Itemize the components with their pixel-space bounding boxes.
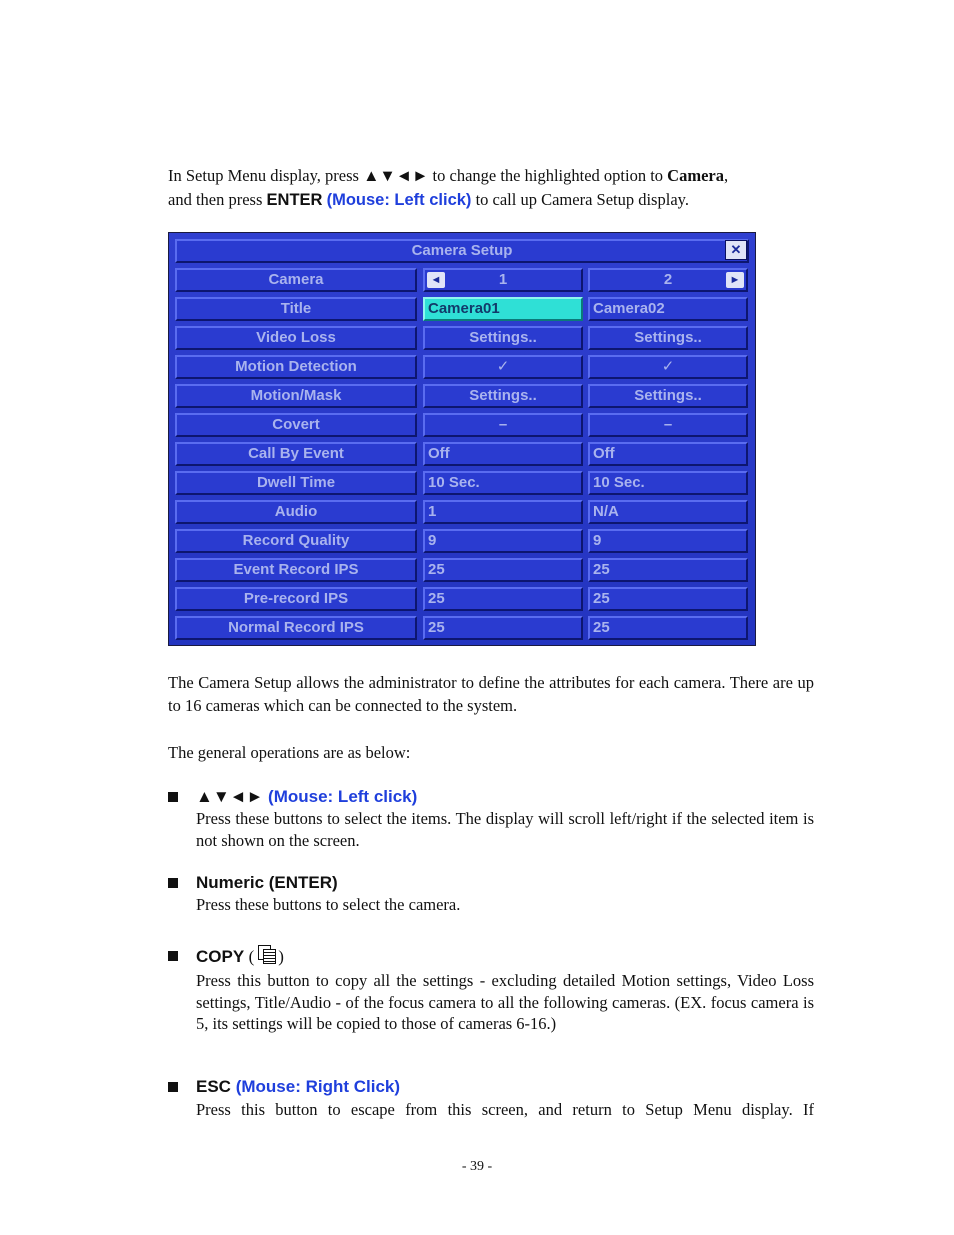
copy-item-body: Press this button to copy all the settings - excluding detailed Motion settings, Video Loss settings, Title/Audio - of the focus camera to all the following cameras. (EX. focus camera is 5, its settings will be copied to those of cameras 6-16.) bbox=[196, 971, 814, 1033]
row-value-text: 2 bbox=[663, 271, 673, 288]
row-value-covert-camera-1[interactable] bbox=[423, 413, 583, 437]
row-value-text: 10 Sec. bbox=[593, 474, 645, 491]
row-value-dwell-time-camera-2[interactable] bbox=[588, 471, 748, 495]
esc-label: ESC bbox=[196, 1077, 231, 1096]
close-icon[interactable]: ✕ bbox=[725, 240, 747, 260]
row-label-event-record-ips: Event Record IPS bbox=[175, 558, 417, 582]
row-value-text: 25 bbox=[428, 619, 445, 636]
row-value-call-by-event-camera-1[interactable] bbox=[423, 442, 583, 466]
row-label-covert: Covert bbox=[175, 413, 417, 437]
row-label-call-by-event: Call By Event bbox=[175, 442, 417, 466]
row-value-normal-record-ips-camera-2[interactable] bbox=[588, 616, 748, 640]
left-arrow-icon[interactable]: ◄ bbox=[427, 272, 445, 288]
mouse-left-click: (Mouse: Left click) bbox=[326, 191, 472, 209]
row-value-audio-camera-1[interactable] bbox=[423, 500, 583, 524]
row-value-video-loss-camera-2[interactable] bbox=[588, 326, 748, 350]
intro-text-1: In Setup Menu display, press bbox=[168, 166, 364, 185]
intro-text-2: to change the highlighted option to bbox=[428, 166, 668, 185]
row-value-text: – bbox=[663, 416, 673, 433]
row-value-camera-camera-1[interactable] bbox=[423, 268, 583, 292]
row-value-camera-camera-2[interactable] bbox=[588, 268, 748, 292]
row-label-camera: Camera bbox=[175, 268, 417, 292]
row-value-text: Settings.. bbox=[469, 387, 537, 404]
row-value-text: 10 Sec. bbox=[428, 474, 480, 491]
esc-item-body: Press this button to escape from this screen, and return to Setup Menu display. If bbox=[196, 1100, 814, 1119]
row-value-call-by-event-camera-2[interactable] bbox=[588, 442, 748, 466]
row-value-text: 25 bbox=[593, 561, 610, 578]
row-value-pre-record-ips-camera-2[interactable] bbox=[588, 587, 748, 611]
row-value-text: Off bbox=[428, 445, 450, 462]
row-value-text: Camera02 bbox=[593, 300, 665, 317]
intro-line-1 bbox=[168, 164, 818, 187]
copy-paren-close: ) bbox=[278, 947, 284, 966]
row-label-motion-detection: Motion Detection bbox=[175, 355, 417, 379]
row-label-pre-record-ips: Pre-record IPS bbox=[175, 587, 417, 611]
camera-setup-title-bar bbox=[175, 239, 749, 263]
row-value-event-record-ips-camera-1[interactable] bbox=[423, 558, 583, 582]
row-value-text: Off bbox=[593, 445, 615, 462]
numeric-item-head: Numeric (ENTER) bbox=[196, 873, 338, 892]
row-label-motion-mask: Motion/Mask bbox=[175, 384, 417, 408]
row-value-text: 25 bbox=[428, 590, 445, 607]
bullet-square bbox=[168, 951, 178, 961]
row-value-motion-detection-camera-2[interactable] bbox=[588, 355, 748, 379]
copy-icon bbox=[256, 944, 276, 964]
row-label-dwell-time: Dwell Time bbox=[175, 471, 417, 495]
row-label-title: Title bbox=[175, 297, 417, 321]
row-value-title-camera-2[interactable] bbox=[588, 297, 748, 321]
row-label-record-quality: Record Quality bbox=[175, 529, 417, 553]
row-value-covert-camera-2[interactable] bbox=[588, 413, 748, 437]
row-label-audio: Audio bbox=[175, 500, 417, 524]
bullet-square bbox=[168, 792, 178, 802]
camera-bold: Camera bbox=[667, 166, 724, 185]
row-value-text: 9 bbox=[428, 532, 437, 549]
row-value-dwell-time-camera-1[interactable] bbox=[423, 471, 583, 495]
row-value-text: 25 bbox=[593, 590, 610, 607]
row-value-text: 25 bbox=[428, 561, 445, 578]
right-arrow-icon[interactable]: ► bbox=[726, 272, 744, 288]
row-value-audio-camera-2[interactable] bbox=[588, 500, 748, 524]
arrows-item-body: Press these buttons to select the items. The display will scroll left/right if the selected item is not shown on the screen. bbox=[196, 809, 814, 850]
row-value-text: Settings.. bbox=[469, 329, 537, 346]
copy-paren-open: ( bbox=[248, 947, 255, 966]
row-value-pre-record-ips-camera-1[interactable] bbox=[423, 587, 583, 611]
row-value-event-record-ips-camera-2[interactable] bbox=[588, 558, 748, 582]
intro-line-2 bbox=[168, 188, 818, 212]
enter-key: ENTER bbox=[266, 191, 323, 209]
arrow-keys-item-symbols: ▲▼◄► bbox=[196, 787, 264, 806]
copy-item-head bbox=[196, 944, 284, 968]
row-value-text: – bbox=[498, 416, 508, 433]
row-value-text: Settings.. bbox=[634, 387, 702, 404]
row-value-text: N/A bbox=[593, 503, 619, 520]
camera-setup-description: The Camera Setup allows the administrator to define the attributes for each camera. There are up to 16 cameras which can be connected to the system. bbox=[168, 673, 814, 715]
row-label-video-loss: Video Loss bbox=[175, 326, 417, 350]
intro-comma: , bbox=[723, 166, 729, 185]
bullet-square bbox=[168, 1082, 178, 1092]
camera-setup-title: Camera Setup bbox=[411, 242, 513, 259]
row-value-text: ✓ bbox=[661, 358, 675, 375]
bullet-square bbox=[168, 878, 178, 888]
row-value-record-quality-camera-1[interactable] bbox=[423, 529, 583, 553]
row-label-normal-record-ips: Normal Record IPS bbox=[175, 616, 417, 640]
copy-label: COPY bbox=[196, 947, 244, 966]
row-value-motion-mask-camera-1[interactable] bbox=[423, 384, 583, 408]
row-value-title-camera-1[interactable] bbox=[423, 297, 583, 321]
page-number: - 39 - bbox=[461, 1159, 493, 1174]
row-value-text: 1 bbox=[428, 503, 437, 520]
row-value-record-quality-camera-2[interactable] bbox=[588, 529, 748, 553]
row-value-video-loss-camera-1[interactable] bbox=[423, 326, 583, 350]
arrows-item-head bbox=[196, 786, 417, 808]
intro-text-4: and then press bbox=[168, 190, 267, 209]
esc-mouse-label: (Mouse: Right Click) bbox=[235, 1077, 401, 1096]
row-value-text: 25 bbox=[593, 619, 610, 636]
general-operations-heading: The general operations are as below: bbox=[168, 743, 411, 762]
row-value-text: 9 bbox=[593, 532, 602, 549]
row-value-text: Camera01 bbox=[428, 300, 500, 317]
arrow-keys-symbols: ▲▼◄► bbox=[363, 166, 429, 185]
row-value-text: ✓ bbox=[496, 358, 510, 375]
numeric-item-body: Press these buttons to select the camera. bbox=[196, 895, 461, 914]
esc-item-head bbox=[196, 1076, 400, 1098]
row-value-text: 1 bbox=[498, 271, 508, 288]
intro-text-5: to call up Camera Setup display. bbox=[471, 190, 689, 209]
arrows-mouse-label: (Mouse: Left click) bbox=[268, 787, 418, 806]
row-value-motion-mask-camera-2[interactable] bbox=[588, 384, 748, 408]
row-value-text: Settings.. bbox=[634, 329, 702, 346]
row-value-normal-record-ips-camera-1[interactable] bbox=[423, 616, 583, 640]
camera-setup-screenshot bbox=[168, 232, 756, 646]
row-value-motion-detection-camera-1[interactable] bbox=[423, 355, 583, 379]
